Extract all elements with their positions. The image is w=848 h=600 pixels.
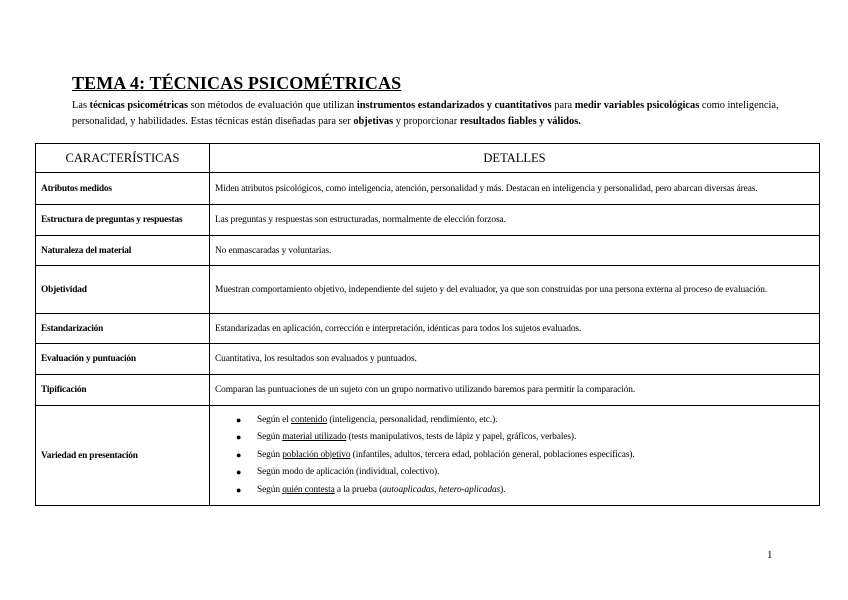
characteristics-table xyxy=(35,143,820,506)
list-item xyxy=(236,447,814,465)
intro-bold-3: medir variables psicológicas xyxy=(574,100,700,111)
intro-text-4: como inteligencia, personalidad, y habilidades. Estas técnicas están diseñadas para ser xyxy=(72,100,779,127)
table-header-row xyxy=(36,144,820,173)
bullet-icon: ● xyxy=(236,414,242,425)
item-underlined: contenido xyxy=(291,414,328,425)
intro-text-5: y proporcionar xyxy=(393,116,460,127)
row-value: No enmascaradas y voluntarias. xyxy=(210,236,820,266)
row-key: Variedad en presentación xyxy=(36,406,210,506)
row-key: Naturaleza del material xyxy=(36,236,210,266)
row-key: Estructura de preguntas y respuestas xyxy=(36,205,210,236)
list-item xyxy=(236,412,814,430)
intro-bold-5: resultados fiables y válidos. xyxy=(459,116,581,127)
bullet-icon: ● xyxy=(236,467,242,478)
item-underlined: material utilizado xyxy=(282,432,347,443)
header-details: DETALLES xyxy=(210,144,820,173)
page-title: TEMA 4: TÉCNICAS PSICOMÉTRICAS xyxy=(72,73,402,93)
item-text: ). xyxy=(500,484,506,495)
item-text: (inteligencia, personalidad, rendimiento, etc.). xyxy=(327,414,498,425)
item-text: Según xyxy=(257,484,283,495)
item-text: (tests manipulativos, tests de lápiz y papel, gráficos, verbales). xyxy=(346,432,577,443)
variety-list xyxy=(215,412,814,500)
row-value: Estandarizadas en aplicación, corrección e interpretación, idénticas para todos los sujetos evaluados. xyxy=(210,314,820,344)
table-row xyxy=(36,205,820,236)
list-item xyxy=(236,464,814,482)
row-value: Las preguntas y respuestas son estructuradas, normalmente de elección forzosa. xyxy=(210,205,820,236)
bullet-icon: ● xyxy=(236,432,242,443)
intro-bold-1: técnicas psicométricas xyxy=(89,100,189,111)
table-row xyxy=(36,236,820,266)
row-key: Evaluación y puntuación xyxy=(36,344,210,375)
bullet-icon: ● xyxy=(236,484,242,495)
list-item xyxy=(236,482,814,500)
row-value-list xyxy=(210,406,820,506)
page-number: 1 xyxy=(767,549,773,561)
row-value: Comparan las puntuaciones de un sujeto con un grupo normativo utilizando baremos para permitir la comparación. xyxy=(210,375,820,406)
intro-bold-4: objetivas xyxy=(353,116,394,127)
item-text: a la prueba ( xyxy=(334,484,383,495)
intro-paragraph xyxy=(72,98,782,130)
intro-text-3: para xyxy=(551,100,575,111)
table-row xyxy=(36,375,820,406)
table-row xyxy=(36,344,820,375)
item-italic: autoaplicadas, hetero-aplicadas xyxy=(382,484,501,495)
table-row xyxy=(36,314,820,344)
table-row xyxy=(36,266,820,314)
intro-text-1: Las xyxy=(72,100,90,111)
item-underlined: quién contesta xyxy=(282,484,335,495)
row-key: Estandarización xyxy=(36,314,210,344)
item-text: Según xyxy=(257,432,283,443)
item-text: Según xyxy=(257,449,283,460)
item-text: (infantiles, adultos, tercera edad, población general, poblaciones específicas). xyxy=(350,449,635,460)
table-row xyxy=(36,406,820,506)
header-characteristics: CARACTERÍSTICAS xyxy=(36,144,210,173)
item-text: Según el xyxy=(257,414,291,425)
table-row xyxy=(36,173,820,205)
row-value: Miden atributos psicológicos, como inteligencia, atención, personalidad y más. Destacan en inteligencia y personalidad, pero abarcan diversas áreas. xyxy=(210,173,820,205)
row-key: Atributos medidos xyxy=(36,173,210,205)
row-value: Cuantitativa, los resultados son evaluados y puntuados. xyxy=(210,344,820,375)
list-item xyxy=(236,429,814,447)
intro-bold-2: instrumentos estandarizados y cuantitativos xyxy=(356,100,552,111)
intro-text-2: son métodos de evaluación que utilizan xyxy=(188,100,357,111)
item-underlined: población objetivo xyxy=(282,449,351,460)
row-key: Tipificación xyxy=(36,375,210,406)
row-key: Objetividad xyxy=(36,266,210,314)
item-text: Según modo de aplicación (individual, colectivo). xyxy=(257,467,440,478)
row-value: Muestran comportamiento objetivo, independiente del sujeto y del evaluador, ya que son construidas por una persona externa al proceso de evaluación. xyxy=(210,266,820,314)
bullet-icon: ● xyxy=(236,449,242,460)
